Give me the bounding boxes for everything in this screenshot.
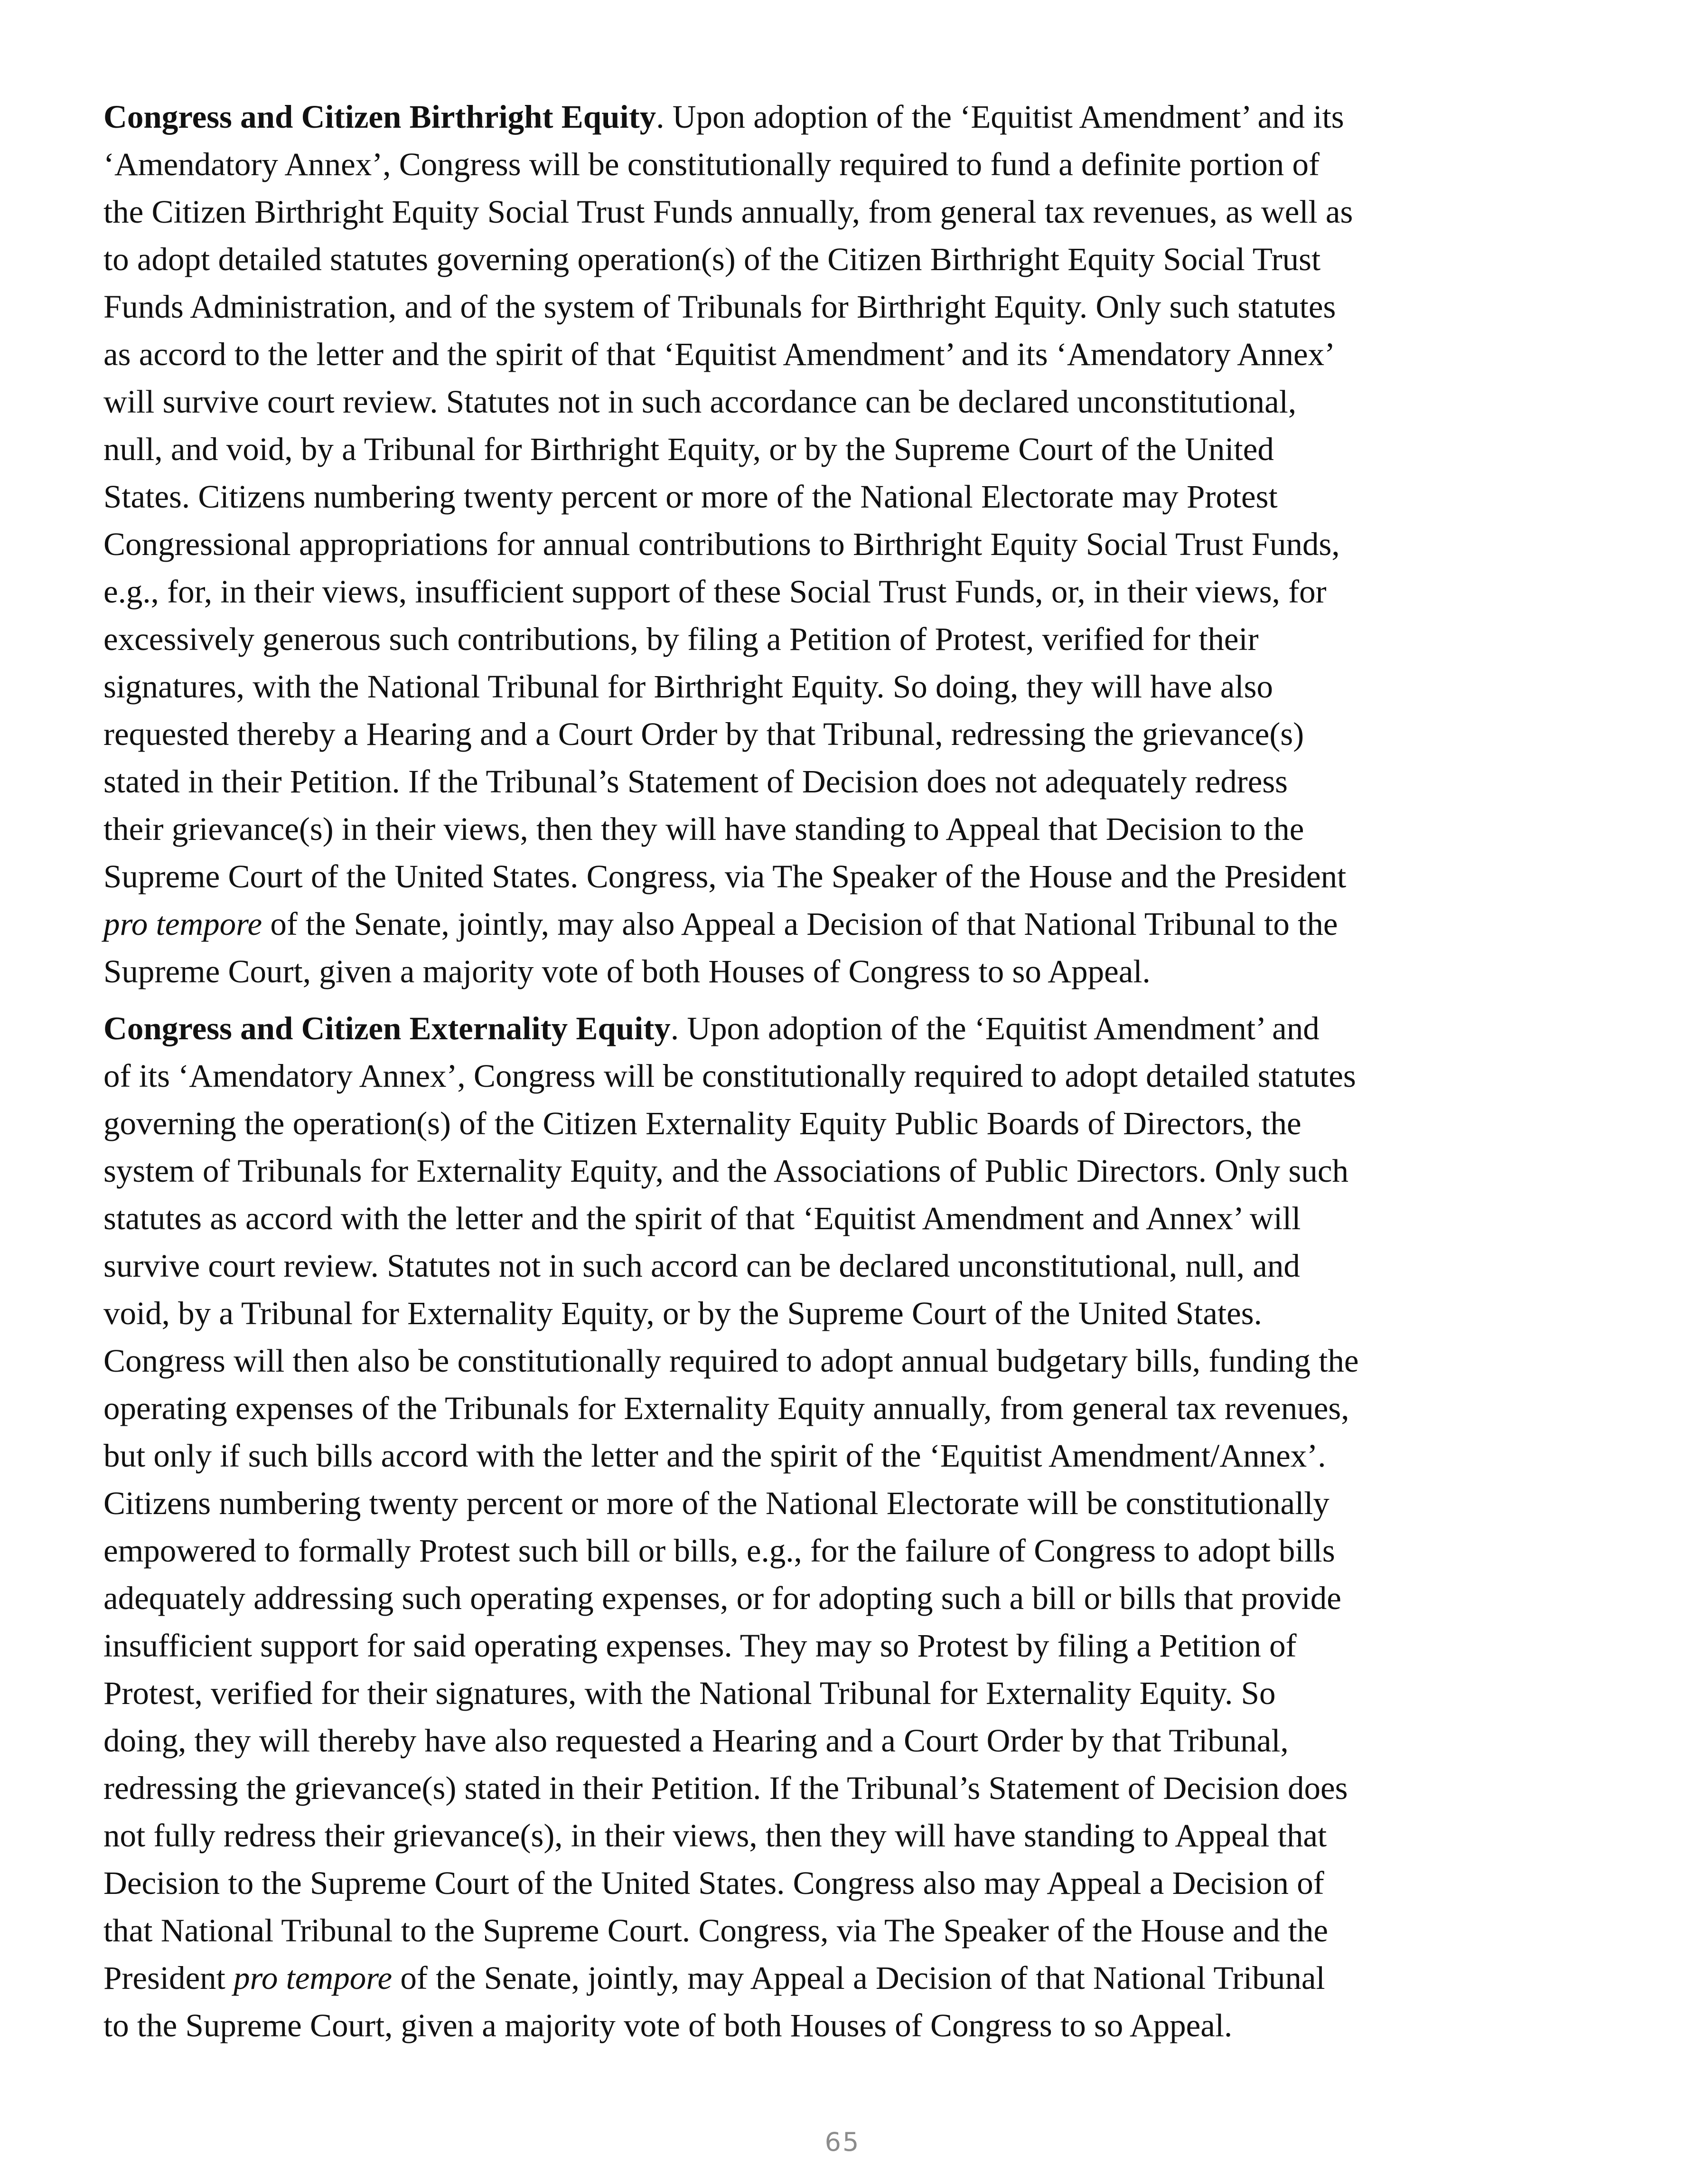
body-text: Supreme Court of the United States. Congress, via The Speaker of the House and the President bbox=[103, 858, 1347, 894]
text-line bbox=[103, 378, 1580, 425]
body-text: Congress will then also be constitutionally required to adopt annual budgetary bills, funding the bbox=[103, 1343, 1359, 1379]
body-text: insufficient support for said operating expenses. They may so Protest by filing a Petition of bbox=[103, 1628, 1297, 1664]
text-line bbox=[103, 1717, 1580, 1764]
text-line bbox=[103, 473, 1580, 520]
body-text: President bbox=[103, 1960, 234, 1996]
text-line bbox=[103, 1432, 1580, 1479]
body-text: requested thereby a Hearing and a Court Order by that Tribunal, redressing the grievance(s) bbox=[103, 716, 1304, 752]
body-text: States. Citizens numbering twenty percent or more of the National Electorate may Protest bbox=[103, 479, 1278, 515]
body-text: survive court review. Statutes not in such accord can be declared unconstitutional, null, and bbox=[103, 1248, 1300, 1284]
text-line bbox=[103, 805, 1580, 853]
body-text: of its ‘Amendatory Annex’, Congress will be constitutionally required to adopt detailed statutes bbox=[103, 1058, 1356, 1094]
text-line bbox=[103, 615, 1580, 663]
body-text: Supreme Court, given a majority vote of both Houses of Congress to so Appeal. bbox=[103, 953, 1151, 989]
section-heading: Congress and Citizen Birthright Equity bbox=[103, 99, 656, 135]
body-text: adequately addressing such operating expenses, or for adopting such a bill or bills that provide bbox=[103, 1580, 1341, 1616]
text-line bbox=[103, 330, 1580, 378]
text-line bbox=[103, 948, 1580, 995]
text-line bbox=[103, 1907, 1580, 1954]
body-text: null, and void, by a Tribunal for Birthright Equity, or by the Supreme Court of the United bbox=[103, 431, 1274, 467]
text-line bbox=[103, 1100, 1580, 1147]
body-text: their grievance(s) in their views, then they will have standing to Appeal that Decision to the bbox=[103, 811, 1304, 847]
body-text: Funds Administration, and of the system of Tribunals for Birthright Equity. Only such statutes bbox=[103, 289, 1336, 325]
body-text: void, by a Tribunal for Externality Equity, or by the Supreme Court of the United States. bbox=[103, 1295, 1262, 1331]
body-text: e.g., for, in their views, insufficient support of these Social Trust Funds, or, in their views, for bbox=[103, 574, 1327, 610]
text-line bbox=[103, 1242, 1580, 1290]
text-line bbox=[103, 1622, 1580, 1669]
text-line bbox=[103, 425, 1580, 473]
document-page bbox=[103, 93, 1580, 2049]
paragraph-birthright-equity bbox=[103, 93, 1580, 995]
body-text: . Upon adoption of the ‘Equitist Amendment’ and its bbox=[656, 99, 1344, 135]
section-heading: Congress and Citizen Externality Equity bbox=[103, 1010, 671, 1046]
body-text: redressing the grievance(s) stated in their Petition. If the Tribunal’s Statement of Decision does bbox=[103, 1770, 1348, 1806]
text-line bbox=[103, 1337, 1580, 1384]
text-line bbox=[103, 188, 1580, 235]
text-line bbox=[103, 2002, 1580, 2049]
body-text: Congressional appropriations for annual contributions to Birthright Equity Social Trust Funds, bbox=[103, 526, 1340, 562]
text-line bbox=[103, 1859, 1580, 1907]
text-line bbox=[103, 1954, 1580, 2002]
body-text: the Citizen Birthright Equity Social Trust Funds annually, from general tax revenues, as well as bbox=[103, 194, 1353, 230]
body-text: empowered to formally Protest such bill or bills, e.g., for the failure of Congress to adopt bills bbox=[103, 1533, 1335, 1569]
body-text: stated in their Petition. If the Tribunal’s Statement of Decision does not adequately redress bbox=[103, 763, 1288, 800]
body-text: will survive court review. Statutes not in such accordance can be declared unconstitutional, bbox=[103, 384, 1297, 420]
body-text: as accord to the letter and the spirit of that ‘Equitist Amendment’ and its ‘Amendatory Annex’ bbox=[103, 336, 1336, 372]
paragraph-externality-equity bbox=[103, 1005, 1580, 2049]
text-line bbox=[103, 1669, 1580, 1717]
body-text: to adopt detailed statutes governing operation(s) of the Citizen Birthright Equity Social Trust bbox=[103, 241, 1321, 277]
body-text: not fully redress their grievance(s), in their views, then they will have standing to Appeal that bbox=[103, 1817, 1327, 1854]
text-line bbox=[103, 1052, 1580, 1100]
body-text: of the Senate, jointly, may also Appeal a Decision of that National Tribunal to the bbox=[262, 906, 1338, 942]
body-text: operating expenses of the Tribunals for Externality Equity annually, from general tax revenues, bbox=[103, 1390, 1349, 1426]
text-line bbox=[103, 1195, 1580, 1242]
text-line bbox=[103, 568, 1580, 615]
body-text: system of Tribunals for Externality Equity, and the Associations of Public Directors. Only such bbox=[103, 1153, 1348, 1189]
text-line bbox=[103, 900, 1580, 948]
body-text: Citizens numbering twenty percent or more of the National Electorate will be constitutionally bbox=[103, 1485, 1329, 1521]
body-text: excessively generous such contributions, by filing a Petition of Protest, verified for their bbox=[103, 621, 1259, 657]
text-line bbox=[103, 1479, 1580, 1527]
italic-phrase: pro tempore bbox=[103, 906, 262, 942]
text-line bbox=[103, 1812, 1580, 1859]
page-number: 65 bbox=[824, 2127, 861, 2157]
text-line bbox=[103, 283, 1580, 330]
body-text: but only if such bills accord with the letter and the spirit of the ‘Equitist Amendment/Annex’. bbox=[103, 1438, 1326, 1474]
body-text: that National Tribunal to the Supreme Court. Congress, via The Speaker of the House and the bbox=[103, 1912, 1329, 1949]
body-text: to the Supreme Court, given a majority vote of both Houses of Congress to so Appeal. bbox=[103, 2007, 1233, 2043]
text-line bbox=[103, 1005, 1580, 1052]
text-line bbox=[103, 235, 1580, 283]
text-line bbox=[103, 93, 1580, 141]
text-line bbox=[103, 1147, 1580, 1195]
text-line bbox=[103, 1384, 1580, 1432]
body-text: . Upon adoption of the ‘Equitist Amendment’ and bbox=[670, 1010, 1320, 1046]
text-line bbox=[103, 1574, 1580, 1622]
text-line bbox=[103, 710, 1580, 758]
text-line bbox=[103, 758, 1580, 805]
text-line bbox=[103, 1527, 1580, 1574]
text-line bbox=[103, 853, 1580, 900]
body-text: governing the operation(s) of the Citizen Externality Equity Public Boards of Directors, the bbox=[103, 1105, 1301, 1141]
body-text: of the Senate, jointly, may Appeal a Decision of that National Tribunal bbox=[392, 1960, 1325, 1996]
body-text: signatures, with the National Tribunal for Birthright Equity. So doing, they will have also bbox=[103, 668, 1273, 705]
body-text: ‘Amendatory Annex’, Congress will be constitutionally required to fund a definite portion of bbox=[103, 146, 1320, 182]
italic-phrase: pro tempore bbox=[234, 1960, 393, 1996]
text-line bbox=[103, 520, 1580, 568]
body-text: Protest, verified for their signatures, with the National Tribunal for Externality Equity. So bbox=[103, 1675, 1276, 1711]
body-text: statutes as accord with the letter and the spirit of that ‘Equitist Amendment and Annex’ will bbox=[103, 1200, 1301, 1236]
text-line bbox=[103, 663, 1580, 710]
body-text: doing, they will thereby have also requested a Hearing and a Court Order by that Tribunal, bbox=[103, 1723, 1289, 1759]
text-line bbox=[103, 1290, 1580, 1337]
text-line bbox=[103, 1764, 1580, 1812]
body-text: Decision to the Supreme Court of the United States. Congress also may Appeal a Decision of bbox=[103, 1865, 1324, 1901]
text-line bbox=[103, 141, 1580, 188]
